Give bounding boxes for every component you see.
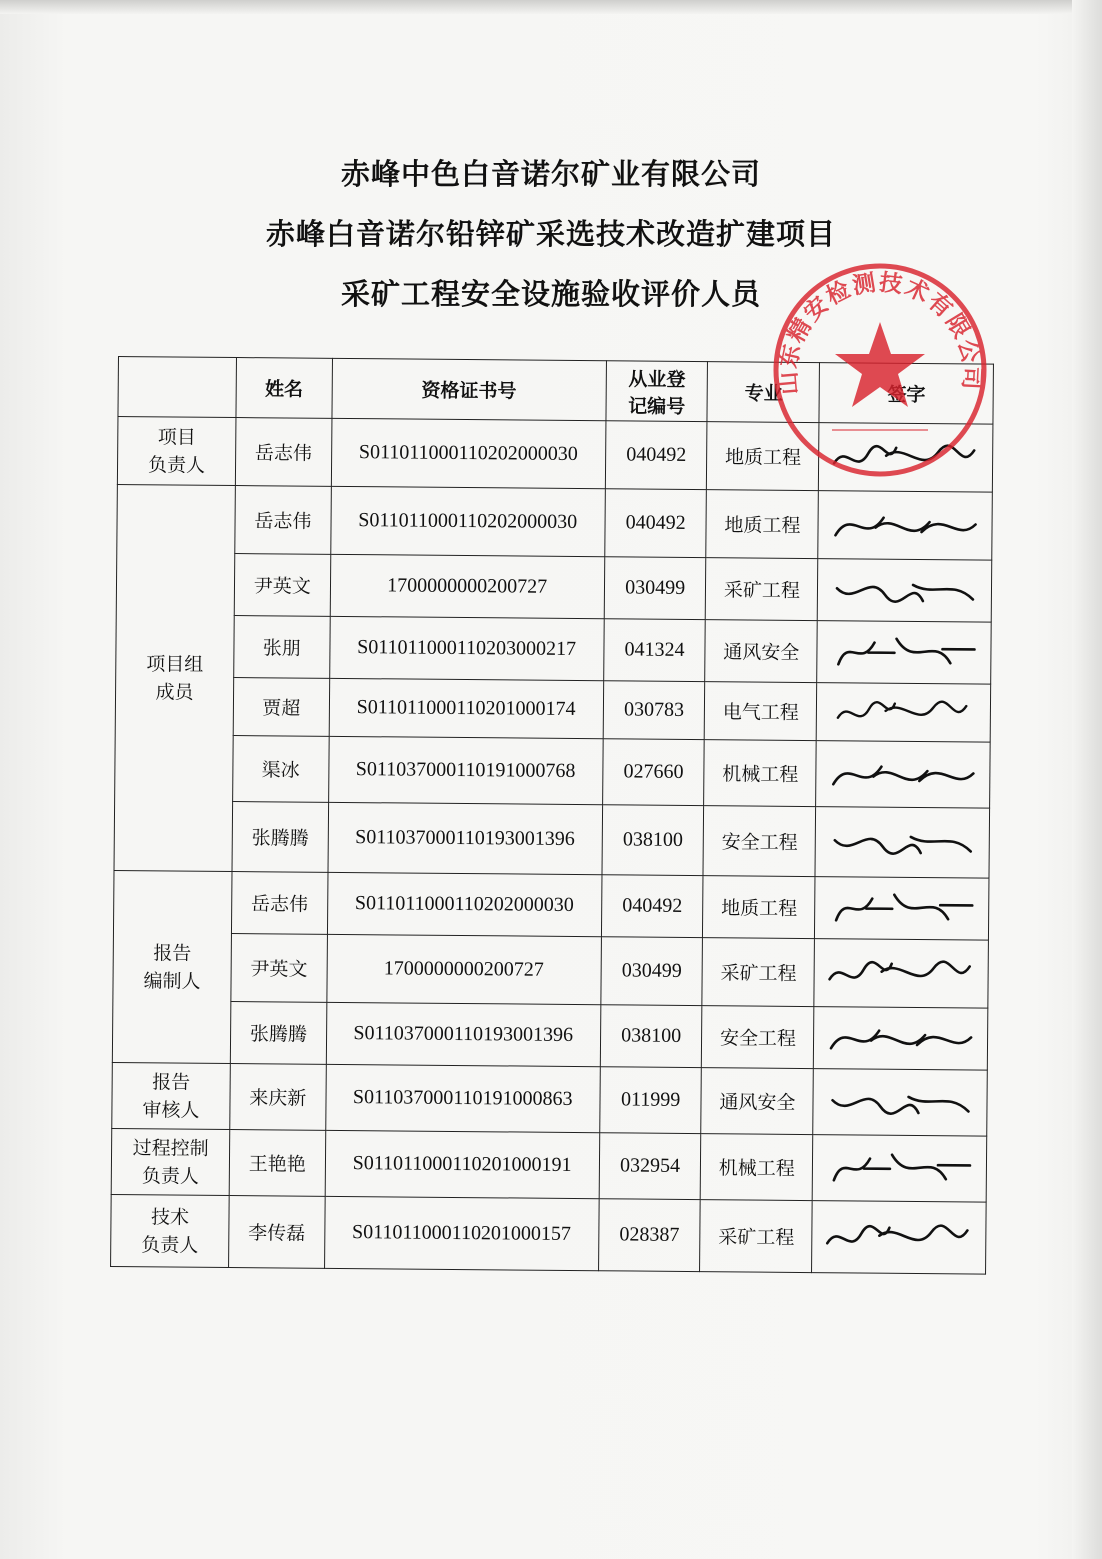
spec-cell: 采矿工程 [700,1200,813,1273]
seal-text: 山东精安检测技术有限公司 [775,269,985,396]
signature-cell [818,559,992,623]
personnel-table [110,356,994,1275]
signature-cell [818,491,992,561]
role-cell [111,1128,230,1195]
name-cell: 张腾腾 [232,802,328,873]
role-line2: 审核人 [142,1098,200,1122]
reg-cell: 030783 [603,681,705,740]
spec-cell: 地质工程 [703,876,815,939]
handwritten-signature [823,690,983,735]
cert-cell: S011037000110191000768 [328,736,603,804]
name-cell: 尹英文 [231,934,327,1003]
role-line1: 过程控制 [132,1136,209,1160]
spec-cell: 机械工程 [704,740,817,807]
name-cell: 贾超 [233,678,329,737]
name-cell: 王艳艳 [229,1130,325,1197]
table-row [111,1194,987,1274]
cert-cell: S011011000110201000174 [329,678,604,738]
role-cell [117,417,236,486]
cert-cell: 1700000000200727 [326,934,601,1004]
signature-cell [816,741,990,809]
handwritten-signature [819,1208,980,1267]
signature-cell [813,1069,987,1137]
table-row [115,734,991,808]
cert-cell: 1700000000200727 [330,554,605,618]
role-cell [111,1194,230,1267]
handwritten-signature [821,946,981,1001]
name-cell: 岳志伟 [235,418,331,487]
role-line2: 负责人 [147,453,206,477]
role-line2: 负责人 [141,1233,199,1257]
header-spec: 专业 [707,362,819,423]
cert-cell: S011011000110201000191 [325,1130,600,1198]
cert-cell: S011011000110202000030 [327,872,602,936]
header-role [118,357,237,418]
spec-cell: 地质工程 [707,422,820,491]
role-line2: 成员 [155,680,194,704]
header-name: 姓名 [236,358,332,419]
signature-cell [814,1007,988,1071]
cert-cell: S011011000110203000217 [329,616,604,680]
spec-cell: 采矿工程 [706,558,818,621]
spec-cell: 通风安全 [705,620,817,683]
handwritten-signature [825,498,985,553]
table-row [112,1062,988,1136]
name-cell: 李传磊 [229,1196,325,1269]
spec-cell: 采矿工程 [702,938,815,1007]
cert-cell: S011011000110201000157 [324,1196,599,1270]
company-seal [760,250,1000,490]
role-cell [112,870,232,1063]
table-row [113,932,989,1008]
handwritten-signature [822,884,982,933]
role-line1: 项目组 [146,652,204,676]
cert-cell: S011037000110193001396 [328,802,603,874]
reg-cell: 040492 [601,875,703,938]
reg-cell: 040492 [605,489,707,558]
cert-cell: S011011000110202000030 [330,486,605,556]
company-title: 赤峰中色白音诺尔矿业有限公司 [340,157,761,191]
role-line2: 编制人 [143,969,201,993]
spec-cell: 机械工程 [701,1134,814,1201]
name-cell: 岳志伟 [232,872,328,935]
header-sign: 签字 [819,363,993,425]
handwritten-signature [822,814,982,871]
spec-cell: 电气工程 [705,682,817,741]
reg-cell: 032954 [599,1133,701,1200]
table-row [113,870,989,940]
spec-cell: 安全工程 [702,1006,814,1069]
name-cell: 渠冰 [233,736,329,803]
reg-cell: 028387 [598,1199,700,1272]
table-row [112,1000,988,1070]
role-line2: 负责人 [141,1164,199,1188]
handwritten-signature [824,566,984,615]
subject-title: 采矿工程安全设施验收评价人员 [340,277,761,311]
project-title: 赤峰白音诺尔铅锌矿采选技术改造扩建项目 [265,217,836,251]
handwritten-signature [824,628,984,677]
scan-top-edge [0,0,1102,14]
role-line1: 报告 [153,941,192,965]
name-cell: 来庆新 [230,1064,326,1131]
spec-cell: 地质工程 [706,490,819,559]
signature-cell [813,1135,987,1203]
role-line1: 项目 [157,425,196,449]
role-line1: 技术 [150,1205,190,1229]
reg-cell: 027660 [602,739,704,806]
name-cell: 岳志伟 [235,486,331,555]
signature-cell [815,877,989,941]
header-reg [606,361,708,422]
signature-cell [815,807,989,879]
table-body [111,417,993,1275]
table-row [115,676,990,742]
name-cell: 张朋 [234,616,330,679]
reg-cell: 040492 [605,421,707,490]
reg-cell: 030499 [604,557,706,620]
spec-cell: 安全工程 [703,806,816,877]
reg-cell: 030499 [601,937,703,1006]
name-cell: 尹英文 [234,554,330,617]
table-row [116,614,992,684]
table-row [116,552,992,622]
role-cell [114,484,235,871]
signature-cell [817,621,991,685]
reg-cell: 011999 [600,1067,702,1134]
signature-cell [814,939,988,1009]
spec-cell: 通风安全 [701,1068,814,1135]
role-line1: 报告 [152,1070,191,1094]
table-row [111,1128,987,1202]
signature-cell [812,1201,986,1275]
handwritten-signature [821,1014,981,1063]
name-cell: 张腾腾 [230,1002,326,1065]
handwritten-signature [823,748,983,801]
reg-cell: 041324 [603,619,705,682]
role-cell [112,1062,231,1129]
reg-cell: 038100 [600,1005,702,1068]
handwritten-signature [820,1076,980,1129]
table-row [114,800,990,878]
table-row [117,484,993,560]
handwritten-signature [819,1142,979,1195]
cert-cell: S011011000110202000030 [331,418,606,488]
header-cert: 资格证书号 [332,358,607,420]
cert-cell: S011037000110191000863 [325,1064,600,1132]
header-reg-line2: 记编号 [628,394,686,418]
header-reg-line1: 从业登 [628,367,686,391]
signature-cell [817,683,991,743]
cert-cell: S011037000110193001396 [326,1002,601,1066]
reg-cell: 038100 [602,805,704,876]
